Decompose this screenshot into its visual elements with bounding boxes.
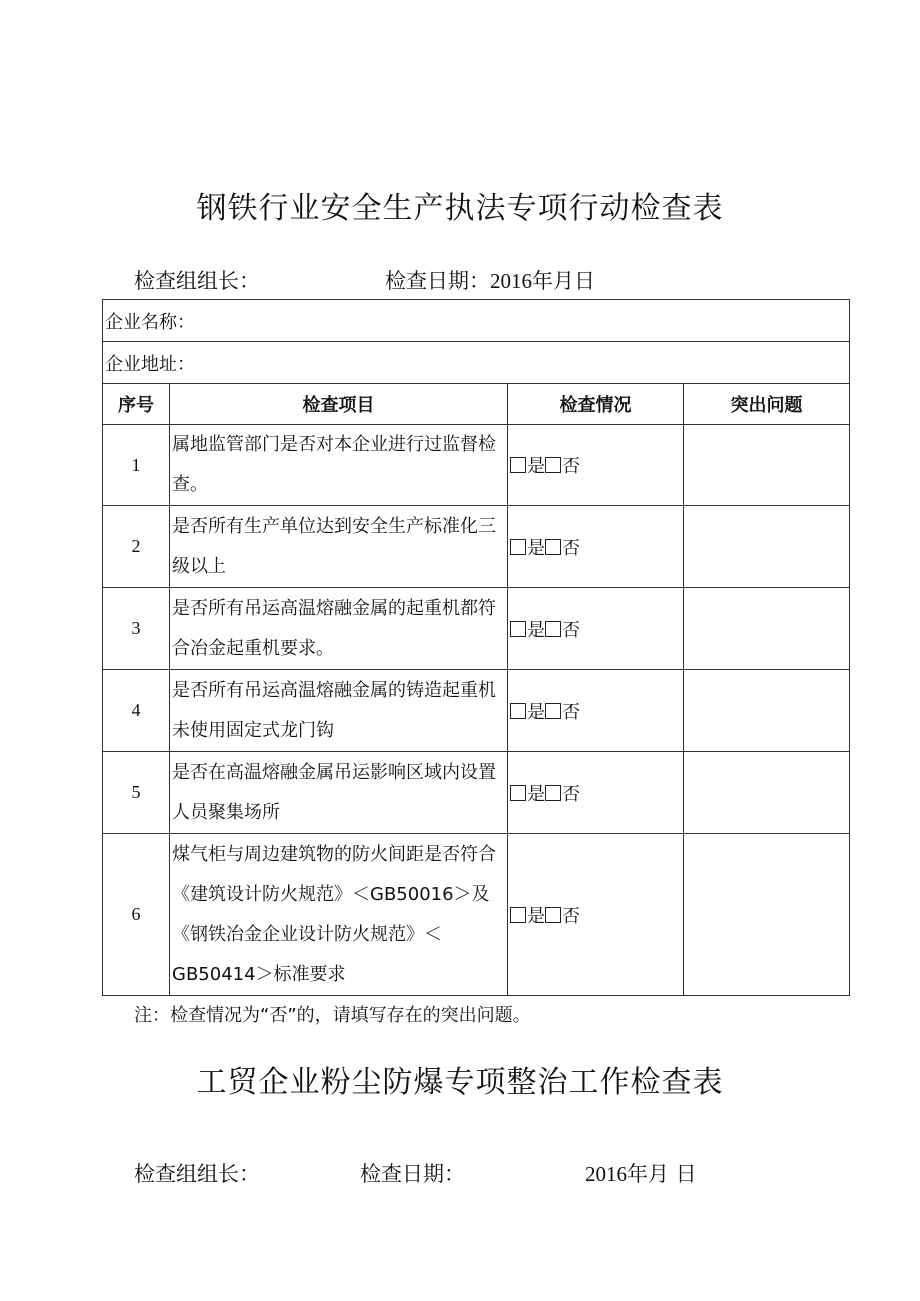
row-number: 3 [103,588,170,670]
company-address-row [103,342,850,384]
check-item-text: 是否所有吊运高温熔融金属的起重机都符合冶金起重机要求。 [170,588,508,670]
second-inspection-leader-label: 检查组组长： [134,1162,260,1186]
inspection-date-suffix: 年月日 [532,269,595,293]
check-item-text: 是否所有吊运高温熔融金属的铸造起重机未使用固定式龙门钩 [170,670,508,752]
second-form-title: 工贸企业粉尘防爆专项整治工作检查表 [196,1065,724,1100]
issue-cell[interactable] [684,670,850,752]
no-label: 否 [562,701,580,723]
column-header-number: 序号 [103,384,170,425]
row-number: 4 [103,670,170,752]
page-title: 钢铁行业安全生产执法专项行动检查表 [196,191,724,226]
check-status [508,670,684,752]
row-number: 6 [103,834,170,996]
inspection-table [102,299,850,996]
check-item-text: 煤气柜与周边建筑物的防火间距是否符合《建筑设计防火规范》＜GB50016＞及《钢铁冶金企业设计防火规范》＜GB50414＞标准要求 [170,834,508,996]
no-label: 否 [562,619,580,641]
yes-label: 是 [527,619,545,641]
no-checkbox[interactable] [545,907,561,923]
yes-checkbox[interactable] [510,621,526,637]
inspection-date [385,265,595,295]
check-status [508,834,684,996]
inspection-leader-label: 检查组组长： [134,269,260,293]
column-header-issue: 突出问题 [684,384,850,425]
check-status [508,588,684,670]
column-header-item: 检查项目 [170,384,508,425]
no-checkbox[interactable] [545,703,561,719]
second-inspection-date-label: 检查日期： [360,1162,465,1186]
column-header-status: 检查情况 [508,384,684,425]
no-checkbox[interactable] [545,457,561,473]
yes-checkbox[interactable] [510,703,526,719]
table-row [103,670,850,752]
company-name-field[interactable]: 企业名称： [103,300,850,342]
issue-cell[interactable] [684,425,850,506]
row-number: 5 [103,752,170,834]
yes-label: 是 [527,537,545,559]
table-footnote: 注：检查情况为“否”的，请填写存在的突出问题。 [134,1005,531,1026]
row-number: 2 [103,506,170,588]
yes-checkbox[interactable] [510,539,526,555]
no-checkbox[interactable] [545,785,561,801]
yes-label: 是 [527,905,545,927]
table-row [103,425,850,506]
no-label: 否 [562,905,580,927]
issue-cell[interactable] [684,834,850,996]
inspection-date-year: 2016 [490,269,532,293]
second-inspection-date-suffix: 年月 日 [627,1162,697,1186]
check-status [508,506,684,588]
company-name-row [103,300,850,342]
table-row [103,506,850,588]
issue-cell[interactable] [684,752,850,834]
check-item-text: 属地监管部门是否对本企业进行过监督检查。 [170,425,508,506]
no-label: 否 [562,783,580,805]
check-status [508,425,684,506]
yes-checkbox[interactable] [510,457,526,473]
row-number: 1 [103,425,170,506]
check-item-text: 是否在高温熔融金属吊运影响区域内设置人员聚集场所 [170,752,508,834]
inspection-date-label: 检查日期： [385,269,490,293]
check-item-text: 是否所有生产单位达到安全生产标准化三级以上 [170,506,508,588]
no-label: 否 [562,456,580,477]
no-checkbox[interactable] [545,539,561,555]
no-checkbox[interactable] [545,621,561,637]
issue-cell[interactable] [684,588,850,670]
second-inspection-date-year: 2016 [585,1162,627,1186]
yes-label: 是 [527,456,545,477]
table-row [103,588,850,670]
no-label: 否 [562,537,580,559]
table-row [103,752,850,834]
table-header-row [103,384,850,425]
check-status [508,752,684,834]
second-inspection-date [585,1158,697,1188]
yes-label: 是 [527,783,545,805]
yes-label: 是 [527,701,545,723]
table-row [103,834,850,996]
issue-cell[interactable] [684,506,850,588]
yes-checkbox[interactable] [510,785,526,801]
yes-checkbox[interactable] [510,907,526,923]
company-address-field[interactable]: 企业地址： [103,342,850,384]
